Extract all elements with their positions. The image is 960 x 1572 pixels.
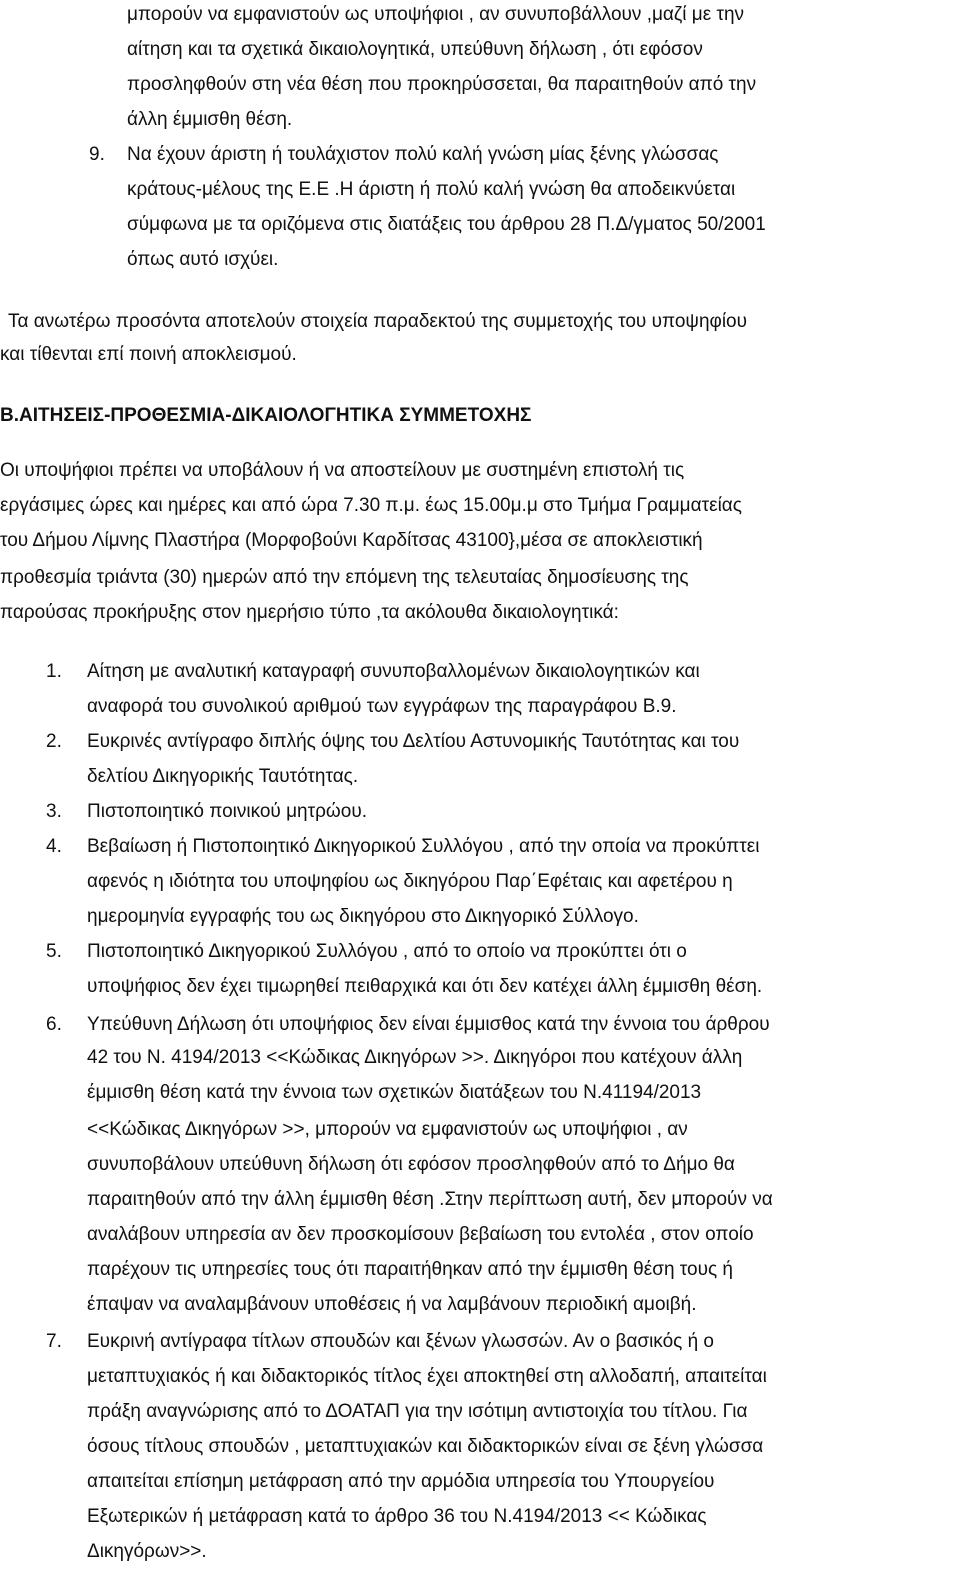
list-item-line: μεταπτυχιακός ή και διδακτορικός τίτλος έχει αποκτηθεί στη αλλοδαπή, απαιτείται xyxy=(87,1366,767,1387)
list-item-line: ημερομηνία εγγραφής του ως δικηγόρου στο Δικηγορικό Σύλλογο. xyxy=(87,906,639,927)
list-item-number: 4. xyxy=(46,836,62,857)
list-item-line: Ευκρινή αντίγραφα τίτλων σπουδών και ξένων γλωσσών. Αν ο βασικός ή ο xyxy=(87,1331,714,1352)
list-item-number: 2. xyxy=(46,731,62,752)
list-item-line: Υπεύθυνη Δήλωση ότι υποψήφιος δεν είναι έμμισθος κατά την έννοια του άρθρου xyxy=(87,1014,770,1035)
list-item-line: Πιστοποιητικό Δικηγορικού Συλλόγου , από το οποίο να προκύπτει ότι ο xyxy=(87,941,687,962)
list-item-line: αναφορά του συνολικού αριθμού των εγγράφων της παραγράφου Β.9. xyxy=(87,696,677,717)
list-item-line: έμμισθη θέση κατά την έννοια των σχετικών διατάξεων του Ν.41194/2013 xyxy=(87,1082,702,1103)
list-item-line: Αίτηση με αναλυτική καταγραφή συνυποβαλλομένων δικαιολογητικών και xyxy=(87,661,700,682)
list-item-line: υποψήφιος δεν έχει τιμωρηθεί πειθαρχικά και ότι δεν κατέχει άλλη έμμισθη θέση. xyxy=(87,976,763,997)
list-item-line: Ευκρινές αντίγραφο διπλής όψης του Δελτίου Αστυνομικής Ταυτότητας και του xyxy=(87,731,740,752)
section-line: εργάσιμες ώρες και ημέρες και από ώρα 7.30 π.μ. έως 15.00μ.μ στο Τμήμα Γραμματείας xyxy=(0,495,742,516)
section-line: παρούσας προκήρυξης στον ημερήσιο τύπο ,τα ακόλουθα δικαιολογητικά: xyxy=(0,602,619,623)
list-item-line: Εξωτερικών ή μετάφραση κατά το άρθρο 36 του Ν.4194/2013 << Κώδικας xyxy=(87,1506,707,1527)
section-line: του Δήμου Λίμνης Πλαστήρα (Μορφοβούνι Καρδίτσας 43100},μέσα σε αποκλειστική xyxy=(0,530,703,551)
intro-line: αίτηση και τα σχετικά δικαιολογητικά, υπεύθυνη δήλωση , ότι εφόσον xyxy=(127,39,703,60)
section-heading: Β.ΑΙΤΗΣΕΙΣ-ΠΡΟΘΕΣΜΙΑ-ΔΙΚΑΙΟΛΟΓΗΤΙΚΑ ΣΥΜΜΕΤΟΧΗΣ xyxy=(0,405,532,426)
list-item-line: 42 του Ν. 4194/2013 <<Κώδικας Δικηγόρων >>. Δικηγόροι που κατέχουν άλλη xyxy=(87,1047,743,1068)
list-item-line: δελτίου Δικηγορικής Ταυτότητας. xyxy=(87,766,359,787)
section-line: Οι υποψήφιοι πρέπει να υποβάλουν ή να αποστείλουν με συστημένη επιστολή τις xyxy=(0,460,685,481)
list-item-number: 5. xyxy=(46,941,62,962)
item-line: όπως αυτό ισχύει. xyxy=(127,249,279,270)
intro-line: προσληφθούν στη νέα θέση που προκηρύσσεται, θα παραιτηθούν από την xyxy=(127,74,757,95)
list-item-line: παραιτηθούν από την άλλη έμμισθη θέση .Στην περίπτωση αυτή, δεν μπορούν να xyxy=(87,1189,773,1210)
list-item-line: έπαψαν να αναλαμβάνουν υποθέσεις ή να λαμβάνουν περιοδική αμοιβή. xyxy=(87,1294,697,1315)
section-line: προθεσμία τριάντα (30) ημερών από την επόμενη της τελευταίας δημοσίευσης της xyxy=(0,567,689,588)
list-item-number: 7. xyxy=(46,1331,62,1352)
note-line: και τίθενται επί ποινή αποκλεισμού. xyxy=(0,344,297,365)
list-item-line: Βεβαίωση ή Πιστοποιητικό Δικηγορικού Συλλόγου , από την οποία να προκύπτει xyxy=(87,836,760,857)
item-line: σύμφωνα με τα οριζόμενα στις διατάξεις του άρθρου 28 Π.Δ/γματος 50/2001 xyxy=(127,214,766,235)
item-line: Να έχουν άριστη ή τουλάχιστον πολύ καλή γνώση μίας ξένης γλώσσας xyxy=(127,144,719,165)
list-item-line: Δικηγόρων>>. xyxy=(87,1541,207,1562)
list-item-line: συνυποβάλουν υπεύθυνη δήλωση ότι εφόσον προσληφθούν από το Δήμο θα xyxy=(87,1154,735,1175)
list-item-number: 3. xyxy=(46,801,62,822)
list-item-line: απαιτείται επίσημη μετάφραση από την αρμόδια υπηρεσία του Υπουργείου xyxy=(87,1471,715,1492)
list-item-line: όσους τίτλους σπουδών , μεταπτυχιακών και διδακτορικών είναι σε ξένη γλώσσα xyxy=(87,1436,764,1457)
item-line: κράτους-μέλους της Ε.Ε .Η άριστη ή πολύ καλή γνώση θα αποδεικνύεται xyxy=(127,179,736,200)
list-item-line: αφενός η ιδιότητα του υποψηφίου ως δικηγόρου Παρ΄Εφέταις και αφετέρου η xyxy=(87,871,733,892)
intro-line: μπορούν να εμφανιστούν ως υποψήφιοι , αν συνυποβάλλουν ,μαζί με την xyxy=(127,4,745,25)
list-item-line: Πιστοποιητικό ποινικού μητρώου. xyxy=(87,801,367,822)
item-number: 9. xyxy=(89,144,105,165)
list-item-line: παρέχουν τις υπηρεσίες τους ότι παραιτήθηκαν από την έμμισθη θέση τους ή xyxy=(87,1259,733,1280)
list-item-line: <<Κώδικας Δικηγόρων >>, μπορούν να εμφανιστούν ως υποψήφιοι , αν xyxy=(87,1119,688,1140)
list-item-line: αναλάβουν υπηρεσία αν δεν προσκομίσουν βεβαίωση του εντολέα , στον οποίο xyxy=(87,1224,754,1245)
list-item-line: πράξη αναγνώρισης από το ΔΟΑΤΑΠ για την ισότιμη αντιστοιχία του τίτλου. Για xyxy=(87,1401,748,1422)
note-line: Τα ανωτέρω προσόντα αποτελούν στοιχεία παραδεκτού της συμμετοχής του υποψηφίου xyxy=(8,311,748,332)
list-item-number: 6. xyxy=(46,1014,62,1035)
intro-line: άλλη έμμισθη θέση. xyxy=(127,109,293,130)
list-item-number: 1. xyxy=(46,661,62,682)
